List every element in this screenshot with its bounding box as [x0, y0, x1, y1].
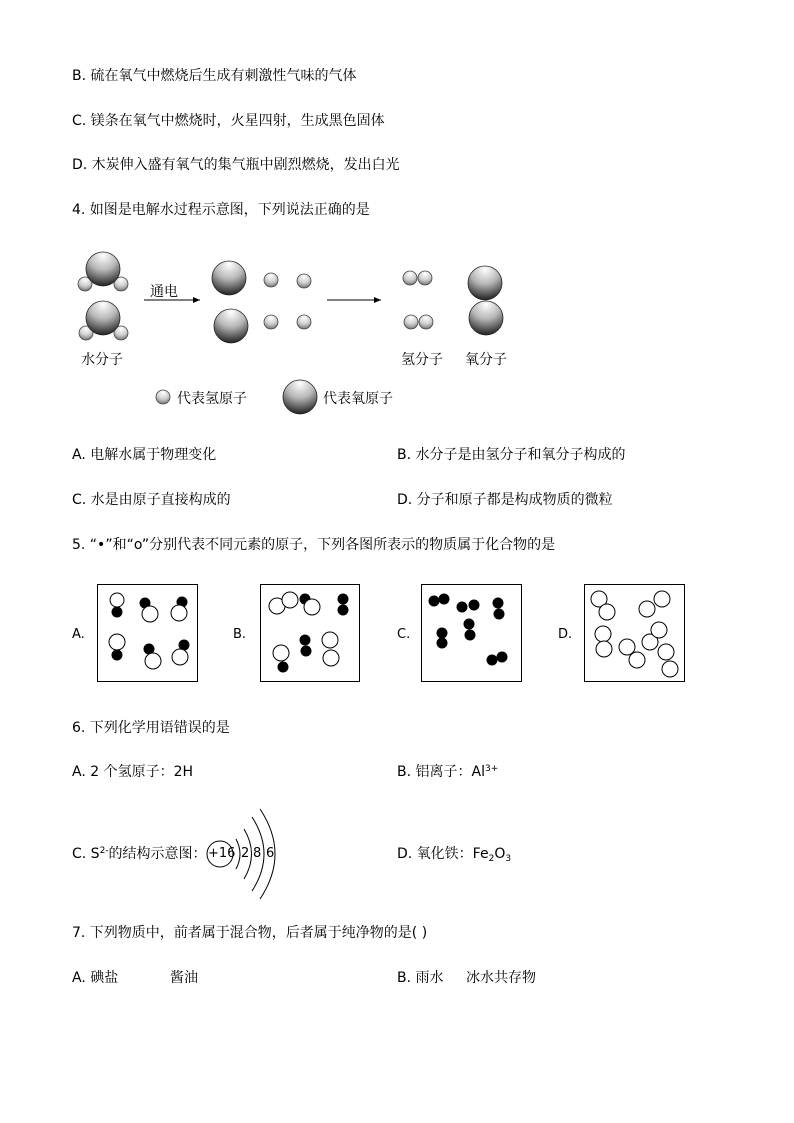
q7-option-b-second: 冰水共存物 — [466, 970, 536, 986]
q4-option-d: D. 分子和原子都是构成物质的微粒 — [397, 492, 613, 508]
shell-electrons-3: 6 — [266, 846, 275, 861]
q5-box-c — [421, 584, 522, 682]
shell-electrons-2: 8 — [253, 846, 262, 861]
hydrogen-molecule — [404, 315, 433, 329]
q7-stem: 7. 下列物质中，前者属于混合物，后者属于纯净物的是( ) — [72, 925, 428, 941]
label-hydrogen-molecule: 氢分子 — [401, 352, 443, 368]
label-electrify: 通电 — [150, 284, 178, 300]
legend-hydrogen-label: 代表氢原子 — [177, 391, 247, 407]
q4-option-a: A. 电解水属于物理变化 — [72, 447, 217, 463]
q5-box-b — [260, 584, 360, 682]
water-molecule — [78, 252, 128, 291]
q5-label-b: B. — [233, 627, 247, 642]
q5-box-a — [97, 584, 198, 682]
q6-option-a: A. 2 个氢原子：2H — [72, 764, 194, 780]
q3-option-d: D. 木炭伸入盛有氧气的集气瓶中剧烈燃烧，发出白光 — [72, 157, 400, 173]
q6-option-b: B. 铝离子：$Al^{3+}$ — [397, 764, 499, 780]
q6-stem: 6. 下列化学用语错误的是 — [72, 720, 230, 736]
q4-stem: 4. 如图是电解水过程示意图，下列说法正确的是 — [72, 202, 370, 218]
q3-option-c: C. 镁条在氧气中燃烧时，火星四射，生成黑色固体 — [72, 113, 385, 129]
hydrogen-molecule — [403, 271, 432, 285]
q6-option-d: D. 氧化铁：$Fe_2O_3$ — [397, 846, 512, 864]
q7-option-a-second: 酱油 — [170, 970, 198, 986]
legend-oxygen-atom — [283, 380, 317, 414]
q6-option-c: C. $S^{2-}$的结构示意图： — [72, 846, 207, 862]
q4-option-b: B. 水分子是由氢分子和氧分子构成的 — [397, 447, 626, 463]
q7-option-b-first: B. 雨水 — [397, 970, 444, 986]
legend-oxygen-label: 代表氧原子 — [323, 391, 393, 407]
q3-option-b: B. 硫在氧气中燃烧后生成有刺激性气味的气体 — [72, 68, 357, 84]
oxygen-molecule — [468, 266, 503, 335]
water-molecule — [79, 301, 128, 340]
q5-label-c: C. — [397, 627, 411, 642]
q5-stem: 5. “•”和“o”分别代表不同元素的原子，下列各图所表示的物质属于化合物的是 — [72, 537, 556, 553]
nucleus-charge: +16 — [208, 846, 236, 861]
legend-hydrogen-atom — [156, 390, 170, 404]
electrolysis-diagram — [0, 240, 794, 420]
q5-label-d: D. — [558, 627, 573, 642]
q7-option-a-first: A. 碘盐 — [72, 970, 119, 986]
label-oxygen-molecule: 氧分子 — [465, 352, 507, 368]
q5-label-a: A. — [72, 627, 85, 642]
label-water-molecule: 水分子 — [81, 352, 123, 368]
q5-box-d — [584, 584, 685, 682]
shell-electrons-1: 2 — [241, 846, 250, 861]
separated-atoms — [212, 261, 311, 343]
q4-option-c: C. 水是由原子直接构成的 — [72, 492, 231, 508]
